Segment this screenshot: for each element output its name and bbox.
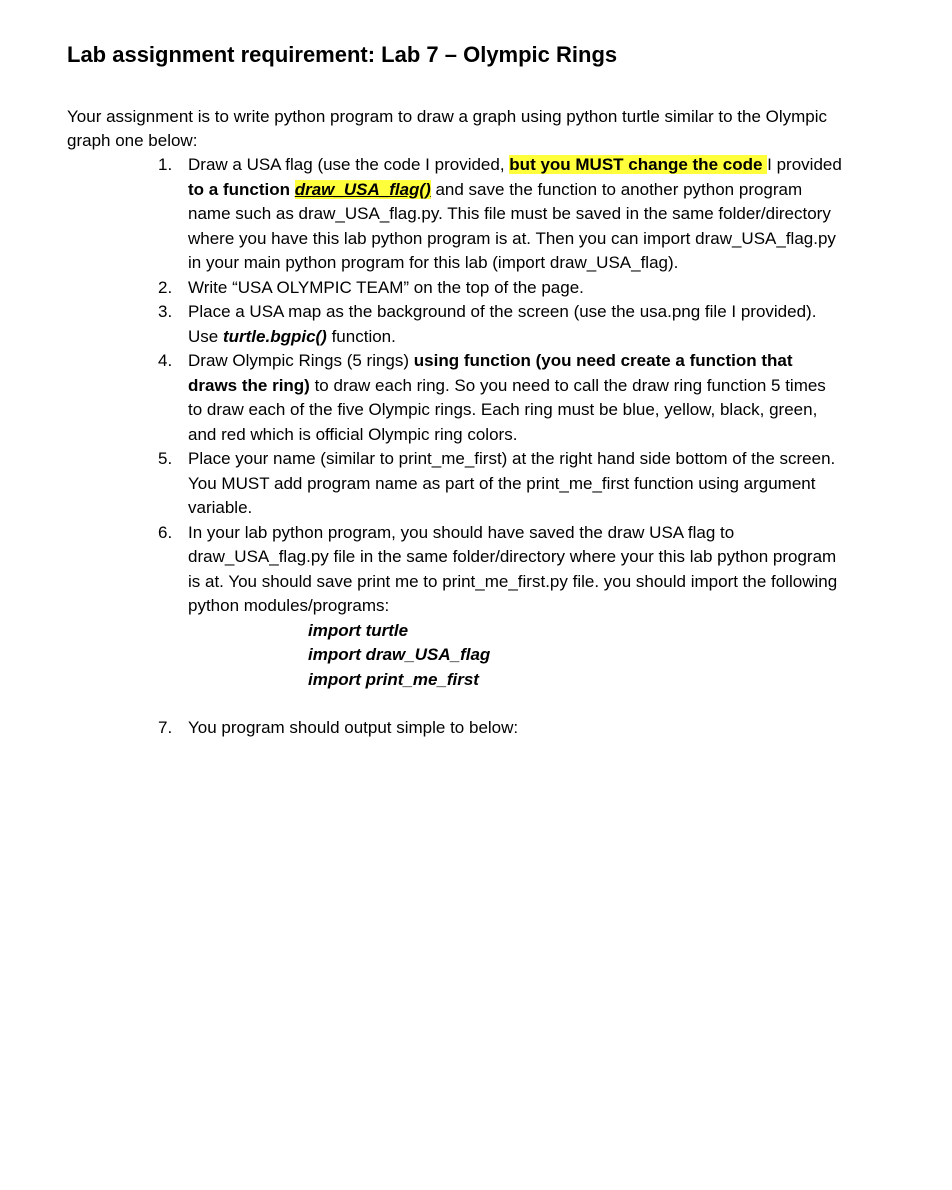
list-number: 7.: [158, 718, 173, 737]
list-item-5: [0, 447, 843, 521]
item-text: I provided: [767, 155, 842, 174]
item-text: Draw a USA flag (use the code I provided,: [188, 155, 510, 174]
list-item-7: [0, 716, 843, 741]
list-item-3: [0, 300, 843, 349]
intro-paragraph: Your assignment is to write python program to draw a graph using python turtle similar to the Olympic graph one below:: [67, 107, 828, 150]
list-number: 5.: [158, 449, 173, 468]
requirements-list: [0, 153, 952, 741]
document-title: Lab assignment requirement: Lab 7 – Olympic Rings: [67, 42, 618, 67]
function-name: turtle.bgpic(): [222, 326, 327, 346]
item-text: to draw each ring. So you need to call the draw ring function 5 times to draw each of the five Olympic rings. Each ring must be blue, yellow, black, green, and red which is official Olympic ring colors.: [188, 375, 826, 444]
list-number: 6.: [158, 522, 173, 542]
item-text: Write “USA OLYMPIC TEAM” on the top of the page.: [188, 277, 584, 297]
list-number: 2.: [158, 277, 173, 297]
item-text: You program should output simple to below:: [188, 718, 519, 737]
list-number: 1.: [158, 155, 173, 174]
import-line-print-me: import print_me_first: [308, 669, 479, 689]
import-line-flag: import draw_USA_flag: [308, 645, 491, 664]
highlighted-text: but you MUST change the code: [509, 155, 763, 174]
list-item-1: [0, 153, 843, 276]
list-number: 4.: [158, 351, 173, 370]
list-item-6: [0, 521, 843, 717]
list-item-2: [0, 276, 843, 301]
item-text: In your lab python program, you should have saved the draw USA flag to draw_USA_flag.py file in the same folder/directory where your this lab python program is at. You should save print me to print_me_first.py file. you should import the following python modules/programs:: [188, 522, 838, 615]
spacer: [188, 692, 843, 716]
bold-text: to a function: [188, 179, 295, 199]
list-item-4: [0, 349, 843, 447]
function-name-highlight: draw_USA_flag(): [294, 179, 431, 199]
item-text: and save the function to another python program name such as draw_USA_flag.py. This file must be saved in the same folder/directory where you have this lab python program is at. Then you can import draw_USA_flag.py in your main python program for this lab (import draw_USA_flag).: [188, 179, 836, 272]
item-text: Place your name (similar to print_me_first) at the right hand side bottom of the screen. You MUST add program name as part of the print_me_first function using argument variable.: [188, 449, 836, 517]
list-number: 3.: [158, 302, 173, 321]
item-text: Place a USA map as the background of the screen (use the usa.png file I provided). Use: [188, 302, 817, 346]
bold-text: using function (you need create a function that draws the ring): [188, 351, 793, 395]
item-text: function.: [326, 326, 396, 346]
import-line-turtle: import turtle: [308, 620, 409, 640]
item-text: Draw Olympic Rings (5 rings): [188, 351, 414, 370]
